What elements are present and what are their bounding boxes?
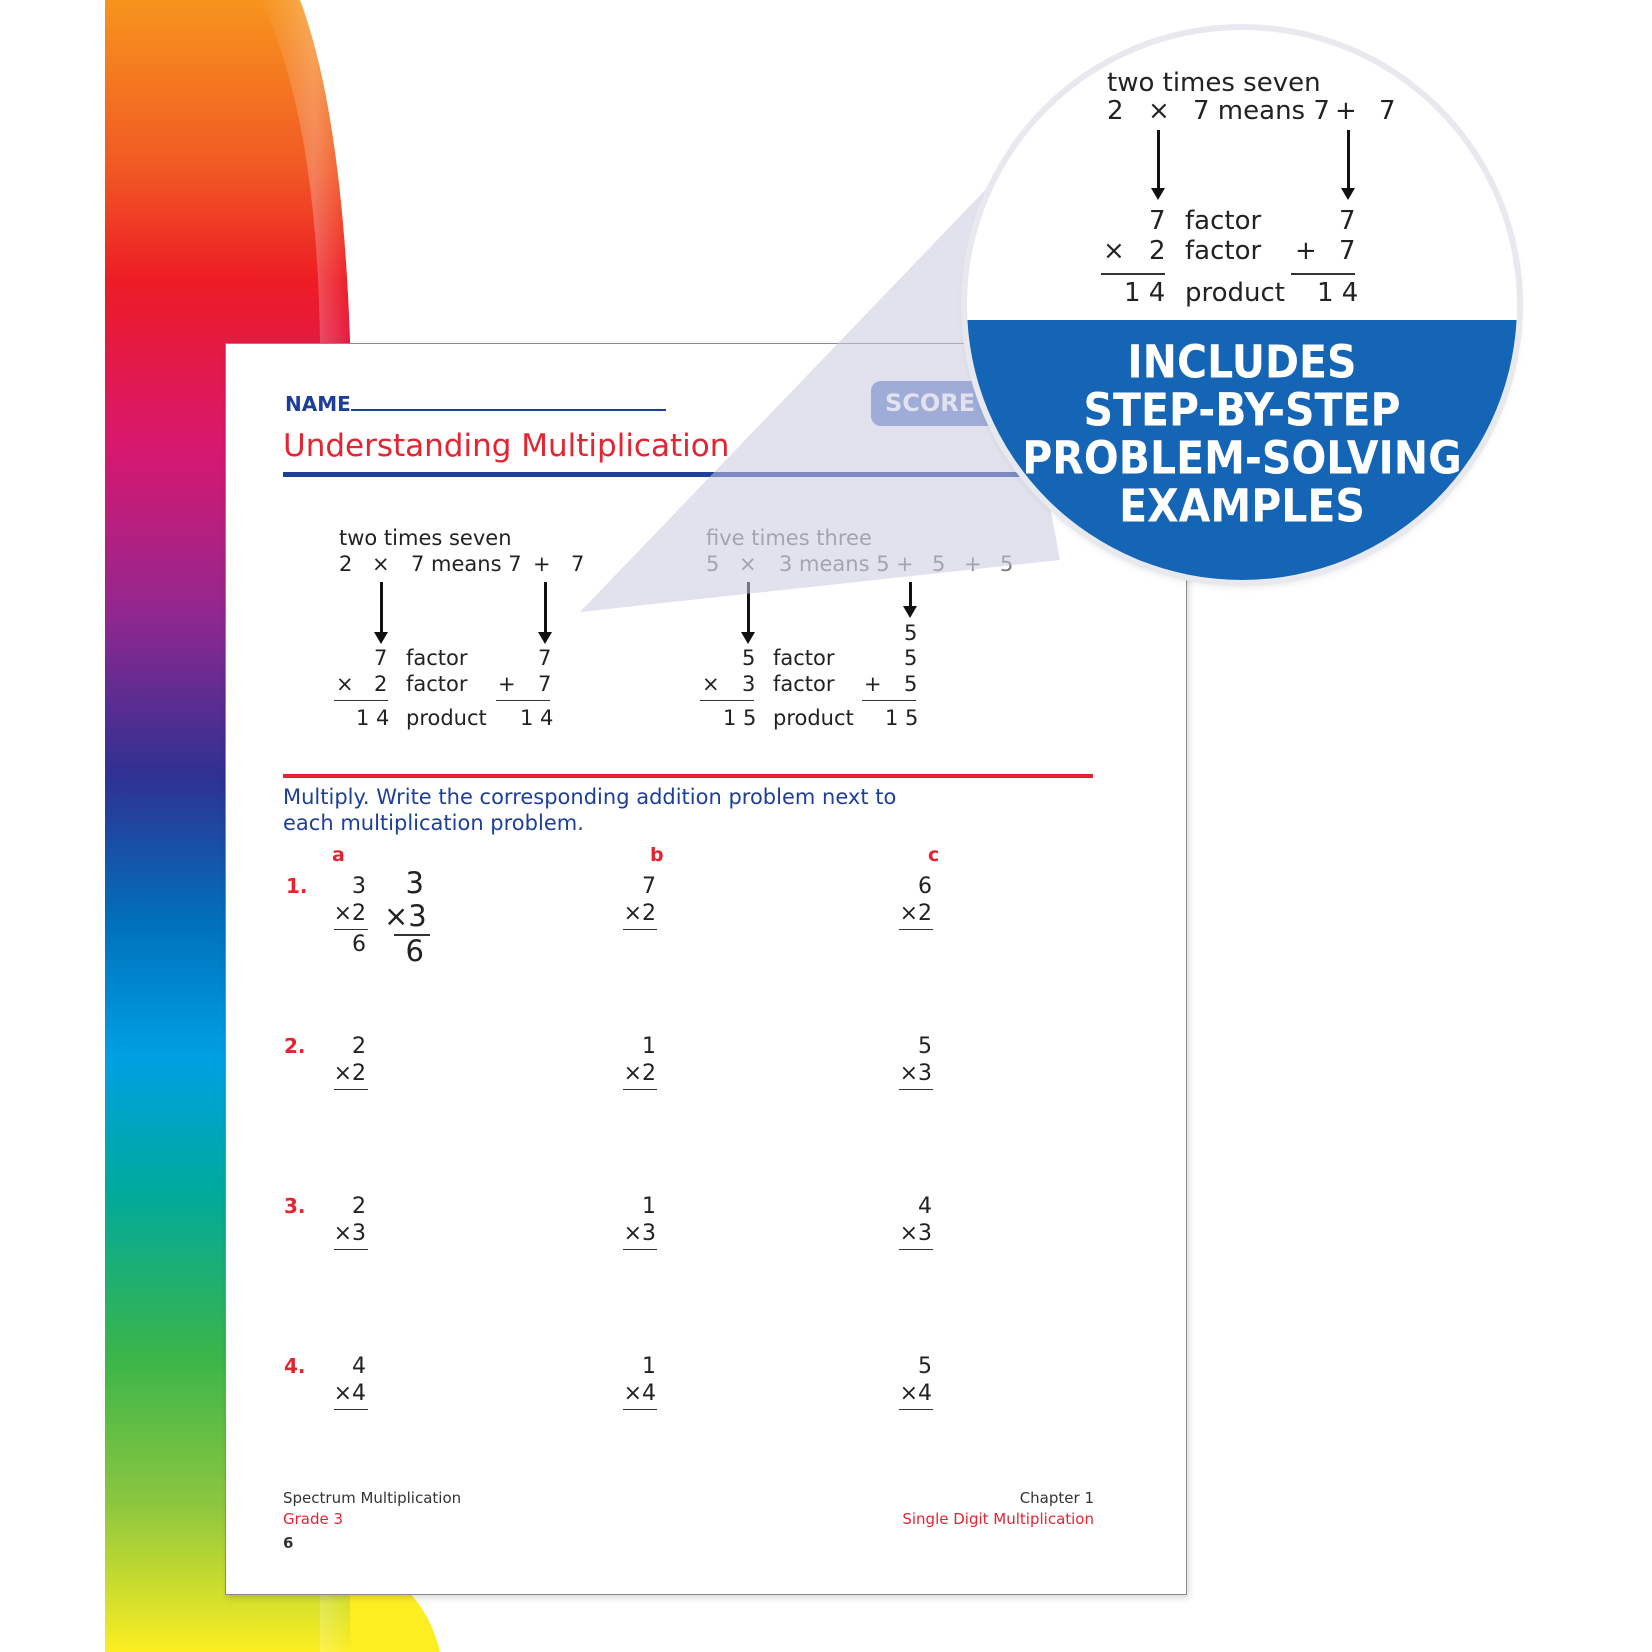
- addend: 5: [904, 672, 918, 696]
- worked-multiplier: ×3: [384, 899, 427, 933]
- row-number: 2.: [284, 1034, 306, 1058]
- expr-term: 2: [339, 552, 353, 576]
- problem-multiplier: ×4: [333, 1381, 366, 1406]
- sum-line: [1101, 273, 1165, 275]
- row-number: 1.: [286, 874, 308, 898]
- problem-multiplier: ×2: [623, 901, 656, 926]
- plus-sign: +: [1295, 236, 1317, 266]
- column-label-c: c: [928, 844, 940, 866]
- expr-term: 7 means 7: [1193, 96, 1330, 126]
- sum-value: 1 5: [885, 706, 919, 730]
- instructions: Multiply. Write the corresponding addition problem next to each multiplication problem.: [283, 785, 897, 835]
- footer-grade: Grade 3: [283, 1510, 344, 1528]
- product-label: product: [406, 706, 487, 730]
- expr-term: 7: [1379, 96, 1396, 126]
- arrow-down-icon: [1157, 130, 1160, 190]
- problem-top: 1: [642, 1034, 656, 1059]
- page-number: 6: [283, 1534, 294, 1552]
- problem-top: 1: [642, 1194, 656, 1219]
- factor-label: factor: [406, 646, 468, 670]
- factor-top: 7: [374, 646, 388, 670]
- addend: 5: [904, 646, 918, 670]
- banner-line: INCLUDES: [1127, 335, 1357, 389]
- times-sign: ×: [1103, 236, 1125, 266]
- page-title: Understanding Multiplication: [283, 428, 730, 464]
- expr-op: ×: [1148, 96, 1170, 126]
- problem-top: 2: [352, 1034, 366, 1059]
- addend-top: 7: [1339, 206, 1356, 236]
- factor-bottom: 3: [742, 672, 756, 696]
- row-number: 4.: [284, 1354, 306, 1378]
- arrow-down-icon: [1347, 130, 1350, 190]
- product-label: product: [773, 706, 854, 730]
- plus-sign: +: [864, 672, 882, 696]
- banner-line: STEP-BY-STEP: [1083, 383, 1401, 437]
- product-value: 1 4: [1124, 278, 1166, 308]
- plus-sign: +: [498, 672, 516, 696]
- name-label: NAME: [285, 392, 351, 416]
- product-label: product: [1185, 278, 1286, 308]
- zoom-callout: [967, 30, 1517, 580]
- factor-label: factor: [1185, 236, 1262, 266]
- column-label-b: b: [650, 844, 664, 866]
- factor-label: factor: [1185, 206, 1262, 236]
- times-sign: ×: [336, 672, 354, 696]
- addend-bottom: 7: [1339, 236, 1356, 266]
- problem-multiplier: ×3: [899, 1061, 932, 1086]
- worked-answer: 6: [405, 934, 424, 968]
- problem-multiplier: ×4: [623, 1381, 656, 1406]
- expr-term: 7: [571, 552, 585, 576]
- problem-top: 4: [918, 1194, 932, 1219]
- problem-top: 4: [352, 1354, 366, 1379]
- row-number: 3.: [284, 1194, 306, 1218]
- problem-multiplier: ×2: [333, 901, 366, 926]
- problem-answer: 6: [352, 932, 366, 957]
- banner-line: PROBLEM-SOLVING: [1022, 431, 1462, 485]
- column-label-a: a: [332, 844, 345, 866]
- problem-multiplier: ×2: [333, 1061, 366, 1086]
- problem-top: 5: [918, 1034, 932, 1059]
- factor-label: factor: [406, 672, 468, 696]
- problem-top: 3: [352, 874, 366, 899]
- problem-top: 2: [352, 1194, 366, 1219]
- problem-multiplier: ×2: [899, 901, 932, 926]
- expr-op: ×: [372, 552, 390, 576]
- expr-term: 2: [1107, 96, 1124, 126]
- worked-top: 3: [405, 866, 424, 900]
- problem-multiplier: ×3: [623, 1221, 656, 1246]
- factor-top: 7: [1149, 206, 1166, 236]
- footer-topic: Single Digit Multiplication: [902, 1510, 1094, 1528]
- factor-bottom: 2: [374, 672, 388, 696]
- problem-multiplier: ×3: [899, 1221, 932, 1246]
- expr-term: 7 means 7: [411, 552, 522, 576]
- problem-multiplier: ×4: [899, 1381, 932, 1406]
- factor-bottom: 2: [1149, 236, 1166, 266]
- addend-bottom: 7: [538, 672, 552, 696]
- sum-value: 1 4: [1317, 278, 1359, 308]
- sum-line: [1291, 273, 1355, 275]
- problem-top: 7: [642, 874, 656, 899]
- sum-value: 1 4: [520, 706, 554, 730]
- product-value: 1 4: [356, 706, 390, 730]
- expr-op: +: [533, 552, 551, 576]
- problem-top: 1: [642, 1354, 656, 1379]
- banner-line: EXAMPLES: [1119, 479, 1365, 533]
- times-sign: ×: [702, 672, 720, 696]
- factor-top: 5: [742, 646, 756, 670]
- problem-multiplier: ×3: [333, 1221, 366, 1246]
- addend-top: 7: [538, 646, 552, 670]
- problem-top: 5: [918, 1354, 932, 1379]
- problem-multiplier: ×2: [623, 1061, 656, 1086]
- footer-book-title: Spectrum Multiplication: [283, 1489, 462, 1507]
- example-caption: two times seven: [339, 526, 512, 550]
- product-value: 1 5: [723, 706, 757, 730]
- factor-label: factor: [773, 646, 835, 670]
- problem-top: 6: [918, 874, 932, 899]
- expr-op: +: [1335, 96, 1357, 126]
- addend: 5: [904, 621, 918, 645]
- footer-chapter: Chapter 1: [1019, 1489, 1094, 1507]
- factor-label: factor: [773, 672, 835, 696]
- callout-caption: two times seven: [1107, 68, 1321, 98]
